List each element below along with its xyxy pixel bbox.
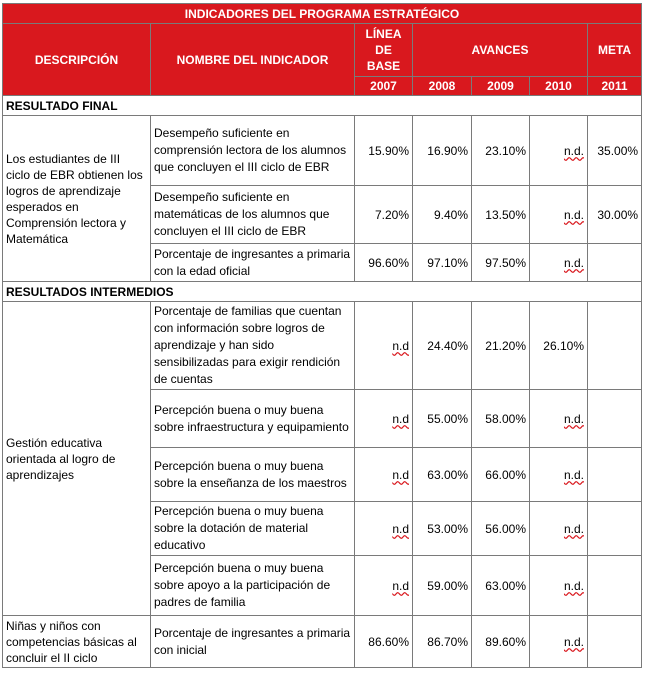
table-title: INDICADORES DEL PROGRAMA ESTRATÉGICO	[3, 4, 642, 24]
value-text: 55.00%	[427, 411, 468, 426]
indicator-value	[472, 448, 530, 502]
indicator-value	[530, 244, 588, 282]
indicator-value	[355, 556, 413, 616]
value-text: 13.50%	[485, 207, 526, 222]
indicator-value	[355, 116, 413, 186]
section-heading: RESULTADOS INTERMEDIOS	[3, 282, 642, 302]
indicator-value	[472, 390, 530, 448]
value-text: n.d.	[563, 467, 584, 482]
value-text: n.d.	[563, 521, 584, 536]
indicator-value	[413, 502, 472, 556]
indicator-value	[413, 616, 472, 668]
indicator-name: Percepción buena o muy buena sobre la dotación de material educativo	[151, 502, 355, 556]
header-year: 2011	[588, 77, 642, 96]
value-text: 89.60%	[485, 634, 526, 649]
indicator-value	[413, 186, 472, 244]
indicator-value	[355, 616, 413, 668]
value-text: 16.90%	[427, 143, 468, 158]
value-text: n.d	[392, 467, 409, 482]
value-text: 24.40%	[427, 338, 468, 353]
indicator-value	[530, 116, 588, 186]
indicator-value	[413, 116, 472, 186]
value-text: 9.40%	[433, 207, 468, 222]
indicator-value	[530, 186, 588, 244]
value-text: n.d.	[563, 578, 584, 593]
indicator-value	[588, 390, 642, 448]
value-text: 66.00%	[485, 467, 526, 482]
indicator-value	[588, 186, 642, 244]
result-description: Gestión educativa orientada al logro de aprendizajes	[3, 302, 151, 616]
value-text: n.d.	[563, 634, 584, 649]
indicator-value	[472, 302, 530, 390]
indicator-value	[530, 556, 588, 616]
header-year: 2008	[413, 77, 472, 96]
indicator-value	[413, 390, 472, 448]
indicator-value	[530, 302, 588, 390]
indicator-value	[472, 244, 530, 282]
indicator-value	[588, 616, 642, 668]
indicator-value	[588, 556, 642, 616]
result-description: Niñas y niños con competencias básicas al concluir el II ciclo	[3, 616, 151, 668]
indicator-value	[530, 502, 588, 556]
indicator-value	[355, 502, 413, 556]
header-avances: AVANCES	[413, 24, 588, 77]
value-text: 35.00%	[597, 143, 639, 158]
indicator-value	[588, 116, 642, 186]
indicator-value	[355, 244, 413, 282]
value-text: n.d.	[563, 143, 584, 158]
header-linea-base: LÍNEA DE BASE	[355, 24, 413, 77]
value-text: 59.00%	[427, 578, 468, 593]
indicator-value	[355, 448, 413, 502]
indicator-value	[530, 616, 588, 668]
indicator-value	[530, 448, 588, 502]
value-text: 86.60%	[368, 634, 409, 649]
indicator-value	[472, 116, 530, 186]
value-text: 56.00%	[485, 521, 526, 536]
value-text: 96.60%	[368, 255, 409, 270]
value-text: 26.10%	[543, 338, 584, 353]
indicator-value	[472, 616, 530, 668]
header-year: 2009	[472, 77, 530, 96]
indicator-value	[413, 302, 472, 390]
header-year: 2010	[530, 77, 588, 96]
indicator-value	[588, 244, 642, 282]
indicator-value	[355, 186, 413, 244]
header-meta: META	[588, 24, 642, 77]
indicator-value	[413, 556, 472, 616]
value-text: 86.70%	[427, 634, 468, 649]
indicator-value	[413, 448, 472, 502]
section-heading: RESULTADO FINAL	[3, 96, 642, 116]
indicator-name: Percepción buena o muy buena sobre la enseñanza de los maestros	[151, 448, 355, 502]
value-text: n.d.	[563, 255, 584, 270]
header-descripcion: DESCRIPCIÓN	[3, 24, 151, 96]
value-text: 30.00%	[597, 207, 639, 222]
value-text: 53.00%	[427, 521, 468, 536]
value-text: 21.20%	[485, 338, 526, 353]
result-description: Los estudiantes de III ciclo de EBR obtienen los logros de aprendizaje esperados en Comprensión lectora y Matemática	[3, 116, 151, 282]
indicator-name: Desempeño suficiente en matemáticas de los alumnos que concluyen el III ciclo de EBR	[151, 186, 355, 244]
indicator-value	[413, 244, 472, 282]
value-text: 97.10%	[427, 255, 468, 270]
indicator-name: Percepción buena o muy buena sobre apoyo a la participación de padres de familia	[151, 556, 355, 616]
indicator-name: Porcentaje de ingresantes a primaria con la edad oficial	[151, 244, 355, 282]
indicators-table	[2, 3, 642, 668]
table-row	[3, 116, 642, 186]
value-text: n.d.	[563, 411, 584, 426]
indicator-value	[530, 390, 588, 448]
value-text: n.d	[392, 411, 409, 426]
value-text: n.d	[392, 338, 409, 353]
value-text: n.d.	[563, 207, 584, 222]
indicator-value	[588, 448, 642, 502]
header-nombre-indicador: NOMBRE DEL INDICADOR	[151, 24, 355, 96]
value-text: 15.90%	[368, 143, 409, 158]
table-row	[3, 302, 642, 390]
indicator-value	[355, 390, 413, 448]
indicator-value	[588, 302, 642, 390]
indicator-name: Percepción buena o muy buena sobre infraestructura y equipamiento	[151, 390, 355, 448]
indicator-value	[588, 502, 642, 556]
value-text: 97.50%	[485, 255, 526, 270]
value-text: 63.00%	[485, 578, 526, 593]
value-text: 58.00%	[485, 411, 526, 426]
value-text: n.d	[392, 521, 409, 536]
value-text: 63.00%	[427, 467, 468, 482]
indicator-value	[472, 556, 530, 616]
indicator-value	[472, 502, 530, 556]
indicator-value	[355, 302, 413, 390]
table-row	[3, 616, 642, 668]
value-text: 7.20%	[374, 207, 409, 222]
indicator-name: Porcentaje de ingresantes a primaria con inicial	[151, 616, 355, 668]
header-year: 2007	[355, 77, 413, 96]
value-text: n.d	[392, 578, 409, 593]
table-body	[3, 96, 642, 668]
indicator-name: Desempeño suficiente en comprensión lectora de los alumnos que concluyen el III ciclo de EBR	[151, 116, 355, 186]
indicator-value	[472, 186, 530, 244]
value-text: 23.10%	[485, 143, 526, 158]
indicator-name: Porcentaje de familias que cuentan con información sobre logros de aprendizaje y han sido sensibilizadas para exigir rendición de cuentas	[151, 302, 355, 390]
